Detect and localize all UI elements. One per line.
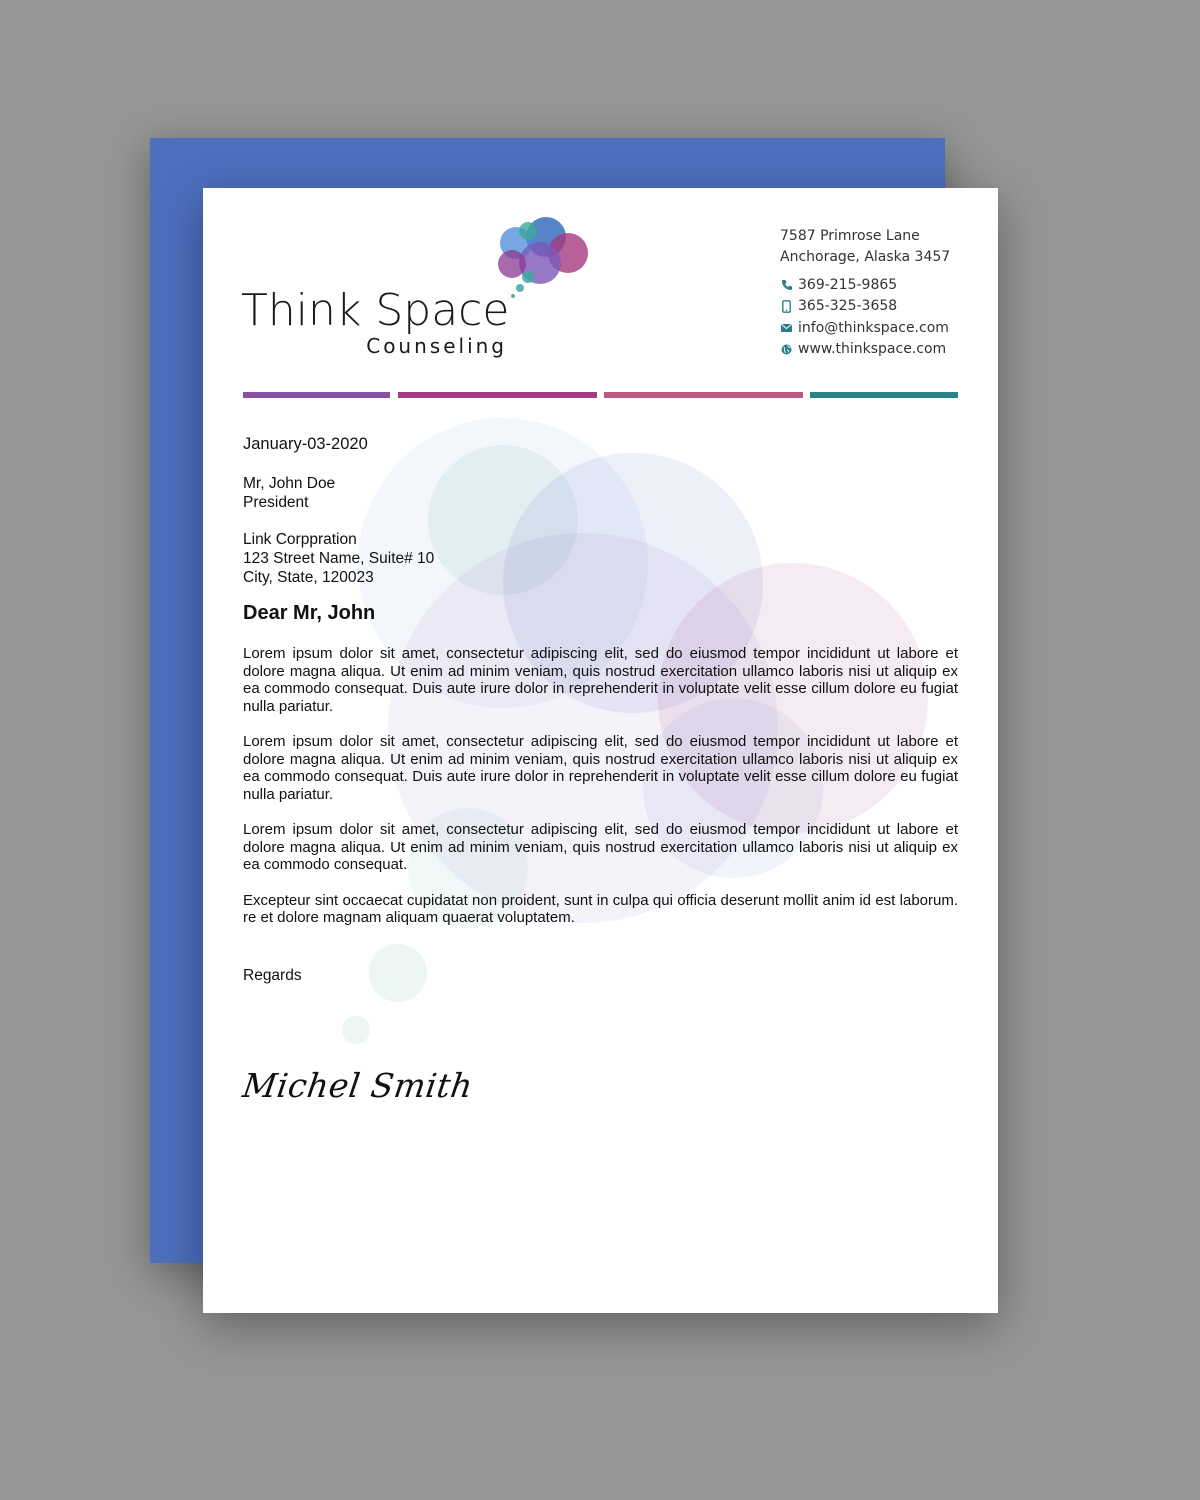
salutation: Dear Mr, John xyxy=(243,602,376,624)
recipient-address xyxy=(243,530,958,587)
recipient-city: City, State, 120023 xyxy=(243,569,374,586)
recipient-street: 123 Street Name, Suite# 10 xyxy=(243,550,435,567)
signature: Michel Smith xyxy=(240,1065,476,1105)
contact-email xyxy=(780,317,980,339)
address-line-2: Anchorage, Alaska 3457 xyxy=(780,249,951,265)
phone-number: 369-215-9865 xyxy=(798,276,898,293)
contact-mobile xyxy=(780,296,980,318)
email-icon xyxy=(780,321,793,334)
mobile-number: 365-325-3658 xyxy=(798,298,898,315)
recipient-company: Link Corppration xyxy=(243,531,357,548)
paragraph: Lorem ipsum dolor sit amet, consectetur adipiscing elit, sed do eiusmod tempor incididunt ut labore et dolore magna aliqua. Ut enim ad minim veniam, quis nostrud exercitation ullamco laboris nisi ut aliquip ex ea commodo consequat. Duis aute irure dolor in reprehenderit in voluptate velit esse cillum dolore eu fugiat nulla pariatur. xyxy=(243,645,958,715)
letter-date: January-03-2020 xyxy=(243,435,368,453)
company-tagline: Counseling xyxy=(366,334,507,358)
paragraph: Lorem ipsum dolor sit amet, consectetur adipiscing elit, sed do eiusmod tempor incididunt ut labore et dolore magna aliqua. Ut enim ad minim veniam, quis nostrud exercitation ullamco laboris nisi ut aliquip ex ea commodo consequat. xyxy=(243,821,958,873)
closing: Regards xyxy=(243,966,302,984)
contact-website xyxy=(780,339,980,361)
email-address: info@thinkspace.com xyxy=(798,319,949,336)
contact-block xyxy=(780,226,980,360)
address-line-1: 7587 Primrose Lane xyxy=(780,228,920,244)
globe-icon xyxy=(780,343,793,356)
letter-page xyxy=(203,188,998,1313)
phone-icon xyxy=(780,278,793,291)
company-logo xyxy=(241,286,511,358)
website-url: www.thinkspace.com xyxy=(798,341,947,358)
recipient-name: Mr, John Doe xyxy=(243,475,336,492)
paragraph: Lorem ipsum dolor sit amet, consectetur adipiscing elit, sed do eiusmod tempor incididunt ut labore et dolore magna aliqua. Ut enim ad minim veniam, quis nostrud exercitation ullamco laboris nisi ut aliquip ex ea commodo consequat. Duis aute irure dolor in reprehenderit in voluptate velit esse cillum dolore eu fugiat nulla pariatur. xyxy=(243,733,958,803)
divider-segment-4 xyxy=(810,392,958,398)
recipient-block xyxy=(243,474,958,512)
letter-body xyxy=(240,434,958,1105)
recipient-title: President xyxy=(243,494,309,511)
mobile-icon xyxy=(780,300,793,313)
contact-phone xyxy=(780,274,980,296)
paragraph: Excepteur sint occaecat cupidatat non proident, sunt in culpa qui officia deserunt mollit anim id est laborum. re et dolore magnam aliquam quaerat voluptatem. xyxy=(243,891,958,926)
company-name: Think Space xyxy=(241,285,510,336)
divider-segment-1 xyxy=(243,392,390,398)
divider-segment-2 xyxy=(398,392,597,398)
divider-segment-3 xyxy=(604,392,803,398)
